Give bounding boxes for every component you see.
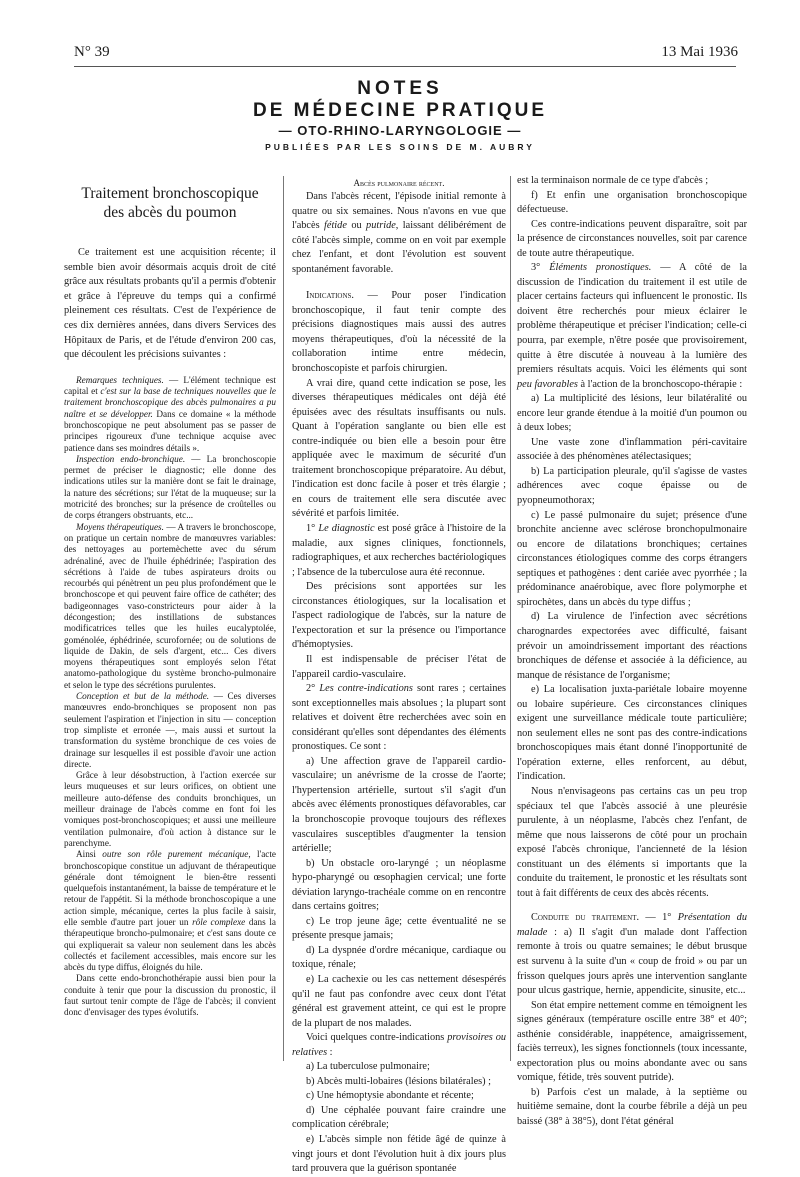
elements-paragraph [517, 261, 747, 392]
conduite-text-b: : a) Il s'agit d'un malade dont l'affection remonte à trois ou quatre semaines; le début brusque est survenu à la suite d'un « coup de froid » ou par un frisson quelques jours après une intervention sanglante pour ulcus gastrique, hernie, appendicite, sinusite, etc... [517, 926, 747, 997]
header-rule [74, 66, 736, 67]
elements-text-a: 3° [531, 262, 550, 274]
contre-text-b: sont rares ; certaines sont exceptionnelles mais absolues ; la plupart sont relatives et doivent être recherchées avec soin en considérant qu'elles sont dépendantes des éléments pronostiques. Ce sont : [292, 683, 507, 753]
el-item-d: d) La virulence de l'infection avec sécrétions charognardes expectorées avec difficulté, faisant prévoir un amoindrissement important des réactions bronchiques de défense et associée à la déficience, au manque de résistance de l'organisme; [517, 611, 747, 681]
diagnostic-emphasis: Le diagnostic [318, 523, 375, 535]
indications-paragraph [292, 289, 506, 376]
masthead-notes: NOTES [357, 78, 443, 99]
ainsi-text-c: dans la thérapeutique broncho-pulmonaire; et c'est sans doute ce qui expliquerait sa valeur non seulement dans les abcès collectés et facilement accessibles, mais encore sur les abcès du type diffus, éloignés du hile. [64, 917, 276, 973]
column-divider-2 [510, 176, 511, 1061]
parfois-paragraph: b) Parfois c'est un malade, à la septième ou huitième semaine, dont la courbe fébrile a déjà un peu baissé (38° à 38°5), dont l'état général [517, 1086, 747, 1127]
el-item-e: e) La localisation juxta-pariétale lobaire moyenne ou lobaire supérieure. Ces circonstances cliniques exigent une surveillance médicale toute particulière; non seulement elles ne sont pas des contre-indications bronchoscopiques mais étant donné l'inopportunité de l'opération externe, elles renforcent, au début, l'indication. [517, 684, 747, 783]
contre-text-a: 2° [306, 683, 320, 695]
prov-item-c: c) Une hémoptysie abondante et récente; [306, 1090, 474, 1102]
title-line-1: Traitement bronchoscopique [81, 185, 259, 202]
conduite-text-a: — 1° [639, 912, 678, 924]
el-item-c: c) Le passé pulmonaire du sujet; présence d'une bronchite ancienne avec sclérose bronchopulmonaire ou encore de dilatations bronchiques; certaines circonstances étiologiques comme des corps étrangers septiques et pathogènes : dent cariée avec pyorrhée ; la prédominance anaérobique, avec flore polymorphe et spirochètes, dans un abcès du type diffus ; [517, 509, 747, 608]
ci-item-a: a) Une affection grave de l'appareil cardio-vasculaire; un anévrisme de la crosse de l'aorte; l'hypertension artérielle, surtout s'il s'agit d'un abcès avec éléments pronostiques défavorables, car la bronchoscopie provoque toujours des réflexes vasculaires susceptibles d'augmenter la tension artérielle; [292, 755, 506, 855]
nous-paragraph: Nous n'envisageons pas certains cas un peu trop spéciaux tel que l'abcès associé à une pleurésie purulente, à un néoplasme, l'abcès chez l'enfant, de même que nous laisserons de côté pour un prochain exposé l'abcès chronique, l'ancienneté de la lésion constituant un des éléments si importants que la conduite du traitement, le pronostic et les résultats sont tout à fait différents de ceux des abcès récents. [517, 785, 747, 899]
column-divider-1 [283, 176, 284, 1061]
avrai-paragraph: A vrai dire, quand cette indication se pose, les diverses thérapeutiques médicales ont déjà été épuisées avec des résultats insuffisants ou nuls. Quant à l'opération sanglante ou bien elle est contre-indiquée ou bien elle a besoin pour être appliquée avec le maximum de sécurité d'un traitement bronchoscopique préparatoire. Au début, l'indication est donc facile à poser et très élargie ; en cours de traitement elle sera discutée avec sévérité et parfois limitée. [292, 377, 506, 520]
diagnostic-paragraph [292, 522, 506, 580]
ainsi-text-a: Ainsi [76, 849, 103, 860]
moyens-text: — A travers le bronchoscope, on pratique un certain nombre de manœuvres variables: des nettoyages au portemèchette avec du sérum adrénaliné, avec de l'huile éphédrinée; l'aspiration des sécrétions à l'aide de tubes aspirateurs droits ou recourbés qui pénètrent un peu plus profondément que le bronchoscope et qui peuvent faire office de cathéter; des badigeonnages vaso-constricteurs pour aider à la décongestion; des instillations de substances modificatrices telles que les huiles eucalyptolée, goménolée, éphédrinée, scurofornée; ou de solutions de liquide de Dakin, de sels d'argent, etc... Ces divers moyens thérapeutiques sont employés selon l'état anatomo-pathologique du système broncho-pulmonaire et selon le type des sécrétions purulentes. [64, 521, 276, 690]
recent-emphasis-2: putride [366, 220, 396, 232]
prov-item-a: a) La tuberculose pulmonaire; [306, 1061, 430, 1073]
diagnostic-text-a: 1° [306, 523, 319, 535]
prov-item-f: f) Et enfin une organisation bronchoscopique défectueuse. [517, 189, 747, 216]
inspection-paragraph [64, 454, 276, 522]
grace-paragraph: Grâce à leur désobstruction, à l'action exercée sur leurs muqueuses et sur leurs orifices, on obtient une meilleure auto-défense des conduits bronchiques, un meilleur drainage de l'abcès comme en font foi les vomiques post-bronchoscopiques; et aussi une meilleure ventilation pulmonaire, d'où action à distance sur le parenchyme. [64, 770, 276, 848]
conduite-heading: Conduite du traitement. [531, 912, 640, 924]
recent-text-a: Dans l'abcès récent, l'épisode initial remonte à quatre ou six semaines. Nous n'avons en vue que l'abcès [292, 191, 506, 232]
diagnostic-text-b: est posé grâce à l'histoire de la maladie, aux signes cliniques, fonctionnels, radiographiques, et aux recherches bactériologiques ; l'absence de la tuberculose aura été reconnue. [292, 523, 506, 578]
ci-item-b: b) Un obstacle oro-laryngé ; un néoplasme hypo-pharyngé ou œsophagien cervical; une forte déviation laryngo-trachéale comme on en rencontre dans certains goitres; [292, 857, 506, 913]
moyens-paragraph [64, 522, 276, 691]
dans-cette-paragraph: Dans cette endo-bronchothérapie aussi bien pour la conduite à tenir que pour la discussion du pronostic, il faut surtout tenir compte de l'âge de l'abcès; il convient donc d'envisager des types évolutifs. [64, 973, 276, 1018]
elements-text-c: à l'action de la bronchoscopo-thérapie : [577, 378, 743, 390]
el-item-b: b) La participation pleurale, qu'il s'agisse de vastes adhérences avec coque épaisse ou de pyopneumothorax; [517, 465, 747, 507]
prov-item-e: e) L'abcès simple non fétide âgé de quinze à vingt jours et dont l'évolution huit à dix jours plus tard prouvera que la guérison spontanée [292, 1134, 506, 1175]
ci-item-d: d) La dyspnée d'ordre mécanique, cardiaque ou toxique, rénale; [292, 944, 506, 971]
intro-paragraph: Ce traitement est une acquisition récente; il semble bien avoir désormais acquis droit de cité grâce aux résultats probants qu'il a permis d'obtenir et grâce à l'épreuve du temps qui a confirmé pleinement ces résultats. C'est de l'expérience de ces dix dernières années, dans divers Services des Hôpitaux de Paris, et de l'étude d'environ 200 cas, que découlent les précisions suivantes : [64, 247, 276, 361]
column-1 [64, 172, 276, 1019]
etat-paragraph: Son état empire nettement comme en témoignent les signes généraux (température oscille entre 38° et 40°; asthénie considérable, inappétence, amaigrissement, faciès terreux), les signes fonctionnels (toux incessante, expectoration plus ou moins abondante avec ou sans vomique, fétide, très souvent putride). [517, 999, 747, 1084]
recent-text-c: , laissant délibérément de côté l'abcès simple, comme on en voit par exemple chez l'enfant, et dont l'évolution est souvent spontanément favorable. [292, 220, 506, 275]
precisions-paragraph: Des précisions sont apportées sur les circonstances étiologiques, sur la localisation et l'aspect radiologique de l'abcès, sur la nature de l'expectoration et sur la présence ou l'importance d'hémoptysies. [292, 581, 506, 651]
masthead [0, 78, 800, 154]
el-item-a2: Une vaste zone d'inflammation péri-cavitaire associée à des phénomènes atélectasiques; [517, 436, 747, 463]
issue-number: N° 39 [74, 44, 110, 60]
provisoires-text-a: Voici quelques contre-indications [306, 1032, 448, 1044]
title-line-2: des abcès du poumon [103, 204, 237, 221]
ainsi-text-b: , l'acte bronchoscopique constitue un adjuvant de thérapeutique générale dont témoignent le bien-être ressenti quelquefois instantanément, la baisse de température et le retour de l'appétit. Si la méthode bronchoscopique a une action simple, mécanique, certes la plus facile à saisir, elle semble d'autre part jouer un [64, 849, 276, 927]
ci-item-e: e) La cachexie ou les cas nettement désespérés qu'il ne faut pas confondre avec ceux dont l'état général est gravement atteint, ce qui est le propre de la plupart de nos malades. [292, 973, 506, 1029]
recent-emphasis-1: fétide [324, 220, 347, 232]
ainsi-emphasis-1: outre son rôle purement mécanique [102, 849, 249, 860]
conduite-paragraph [517, 911, 747, 998]
conception-heading: Conception et but de la méthode. [76, 691, 210, 702]
issue-date: 13 Mai 1936 [661, 44, 738, 60]
remarques-text-a: — L'élément technique est capital et [64, 374, 276, 397]
prov-item-d: d) Une céphalée pouvant faire craindre une complication cérébrale; [292, 1104, 506, 1131]
elements-emphasis-2: peu favorables [517, 378, 578, 390]
inspection-text: — La bronchoscopie permet de préciser le diagnostic; elle donne des indications utiles sur la manière dont se fait le drainage, la nature des sécrétions; sur l'état de la muqueuse; sur la motricité des bronches; sur la présence de croûtelles ou de corps étrangers obstruants, etc... [64, 453, 276, 521]
masthead-medecine-pratique: DE MÉDECINE PRATIQUE [252, 100, 547, 121]
provisoires-text-b: : [327, 1046, 333, 1058]
remarques-text-b: Dans ce domaine « la méthode bronchoscopique ne peut absolument pas se passer de principes rigoureux d'une technique acquise avec patience dans ses moindres détails ». [64, 408, 276, 453]
recent-text-b: ou [346, 220, 367, 232]
remarques-heading: Remarques techniques. [76, 374, 164, 385]
contre-indications-paragraph [292, 682, 506, 755]
prov-item-b: b) Abcès multi-lobaires (lésions bilatérales) ; [306, 1075, 492, 1087]
elements-text-b: — A côté de la discussion de l'indication du traitement il est utile de placer certains facteurs qui influencent le pronostic. Ils doivent être recherchés pour mieux éclairer le problème thérapeutique et préciser l'indication; celle-ci pourra, par exemple, n'être posée que provisoirement, quitte à être discutée à nouveau à la lumière des premiers résultats acquis. Voici les éléments qui sont [517, 262, 747, 376]
ainsi-paragraph [64, 849, 276, 973]
moyens-heading: Moyens thérapeutiques. [76, 521, 164, 532]
abces-recent-heading: Abcès pulmonaire récent. [353, 178, 445, 188]
conduite-emphasis: Présentation du malade [517, 912, 747, 938]
conception-paragraph [64, 691, 276, 770]
contre-emphasis: Les contre-indications [319, 683, 413, 695]
ainsi-emphasis-2: rôle complexe [192, 917, 246, 927]
conception-text: — Ces diverses manœuvres endo-bronchiques se proposent non pas seulement l'aspiration et l'injection in situ — conception trop simpliste et erronée —, mais aussi et surtout la transformation du système bronchique de ces voies de drainage sur lesquelles il est possible d'avoir une action directe. [64, 691, 277, 769]
ces-paragraph: Ces contre-indications peuvent disparaître, soit par la présence de circonstances nouvelles, soit par carence de toute autre thérapeutique. [517, 218, 747, 259]
indispensable-paragraph: Il est indispensable de préciser l'état de l'appareil cardio-vasculaire. [292, 653, 506, 680]
article-title [64, 184, 276, 222]
ci-item-c: c) Le trop jeune âge; cette éventualité ne se présente presque jamais; [292, 915, 506, 942]
continued-line: est la terminaison normale de ce type d'abcès ; [517, 175, 709, 186]
elements-emphasis: Éléments pronostiques. [549, 262, 652, 274]
remarques-paragraph [64, 375, 276, 454]
provisoires-emphasis: provisoires ou relatives [292, 1032, 506, 1058]
column-2 [292, 178, 506, 1177]
inspection-heading: Inspection endo-bronchique. [76, 453, 186, 464]
recent-paragraph [292, 190, 506, 277]
remarques-emphasis: c'est sur la base de techniques nouvelles que le traitement bronchoscopique des abcès pulmonaires a pu naître et se développer. [64, 386, 276, 419]
indications-heading: Indications. [306, 290, 355, 302]
masthead-editor: PUBLIÉES PAR LES SOINS DE M. AUBRY [265, 142, 535, 152]
masthead-specialty: — OTO-RHINO-LARYNGOLOGIE — [278, 123, 522, 138]
column-3 [517, 174, 747, 1130]
el-item-a: a) La multiplicité des lésions, leur bilatéralité ou encore leur grande étendue à la moitié d'un poumon ou à deux lobes; [517, 393, 747, 434]
provisoires-paragraph [292, 1031, 506, 1060]
indications-text: — Pour poser l'indication bronchoscopique, il faut tenir compte des précisions diagnostiques mais aussi des autres moyens thérapeutiques, d'où la nécessité de la collaboration intime entre médecin, bronchoscopiste et parfois chirurgien. [292, 290, 506, 375]
